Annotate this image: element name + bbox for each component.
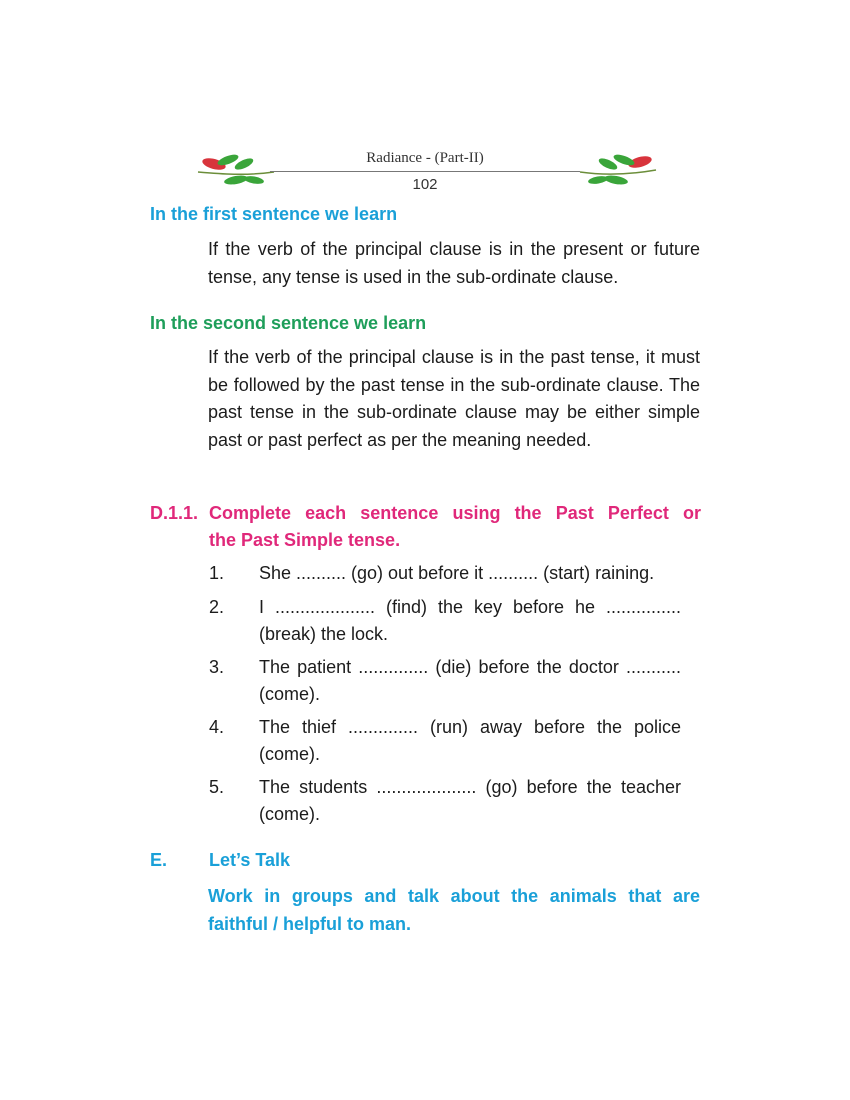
item-number: 3. <box>209 657 225 677</box>
item-number: 5. <box>209 777 225 797</box>
leaf-vine-icon <box>578 150 658 190</box>
item-number: 4. <box>209 717 225 737</box>
exercise-item: The patient .............. (die) before the doctor ........... (come). <box>259 657 681 704</box>
item-number: 2. <box>209 597 225 617</box>
exercise-item: She .......... (go) out before it .......... (start) raining. <box>259 563 655 583</box>
talk-heading: Let’s Talk <box>209 850 291 870</box>
exercise-instruction-line1: Complete each sentence using the Past Perfect or <box>209 503 701 523</box>
section1-text: If the verb of the principal clause is in the present or future tense, any tense is used in the sub-ordinate clause. <box>208 239 700 287</box>
section2-text: If the verb of the principal clause is in the past tense, it must be followed by the past tense in the sub-ordinate clause. The past tense in the sub-ordinate clause may be either simple past or past perfect as per the meaning needed. <box>208 347 700 450</box>
talk-instruction: Work in groups and talk about the animals that are faithful / helpful to man. <box>208 886 700 934</box>
exercise-item: The thief .............. (run) away before the police (come). <box>259 717 681 764</box>
exercise-label: D.1.1. <box>150 503 199 523</box>
page-number: 102 <box>412 176 438 193</box>
book-title: Radiance - (Part-II) <box>366 150 484 166</box>
section2-heading: In the second sentence we learn <box>150 313 427 333</box>
exercise-item: I .................... (find) the key before he ............... (break) the lock. <box>259 597 681 644</box>
exercise-item: The students .................... (go) before the teacher (come). <box>259 777 681 824</box>
header-rule <box>270 171 580 172</box>
section1-heading: In the first sentence we learn <box>150 204 398 224</box>
talk-label: E. <box>150 850 168 870</box>
exercise-instruction-line2: the Past Simple tense. <box>209 530 401 550</box>
item-number: 1. <box>209 563 225 583</box>
